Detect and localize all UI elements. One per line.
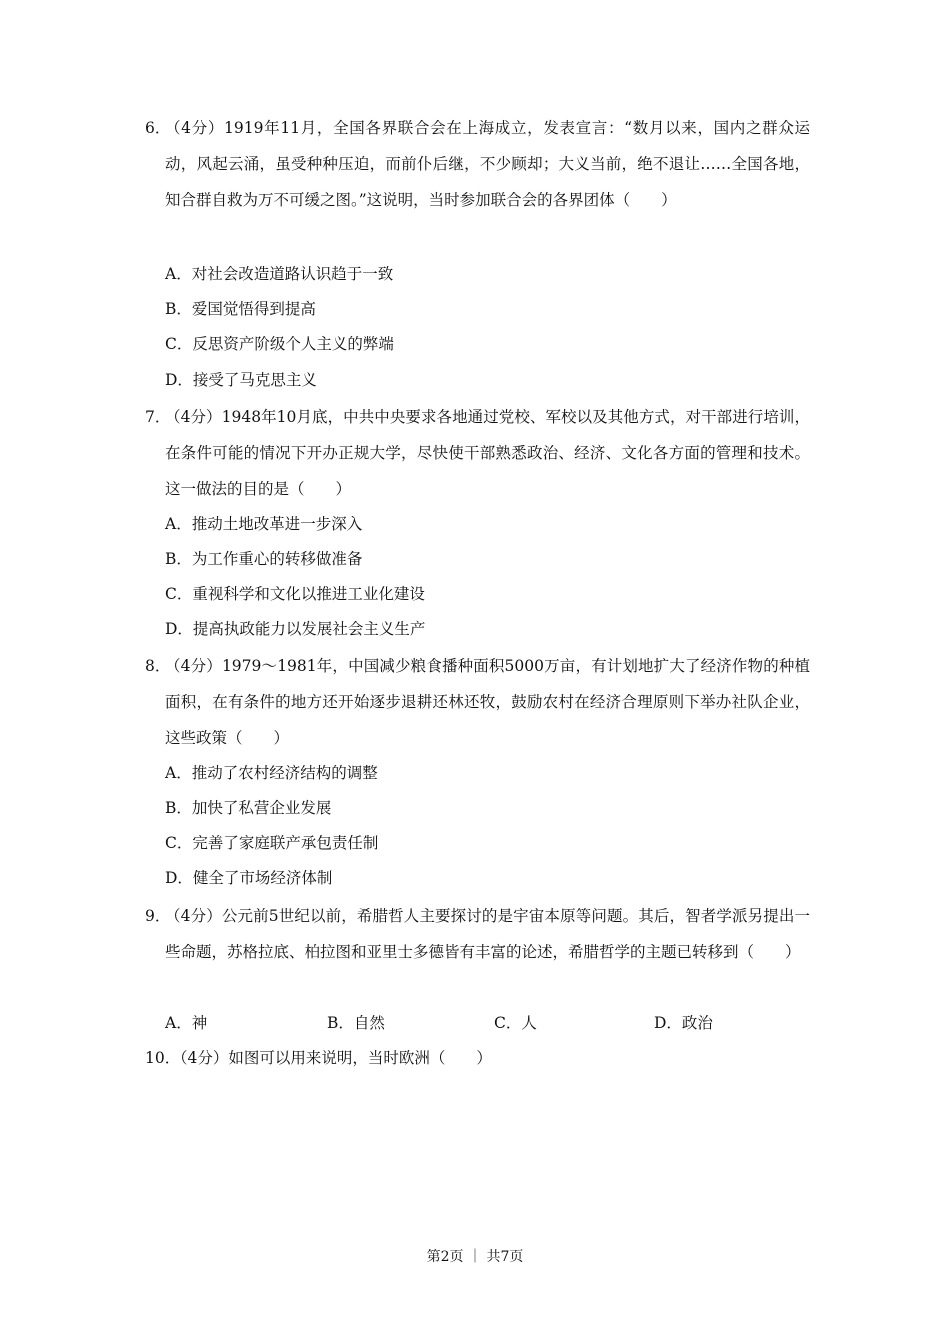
question-text: （4分）公元前5世纪以前，希腊哲人主要探讨的是宇宙本原等问题。其后，智者学派另提出一些命题，苏格拉底、柏拉图和亚里士多德皆有丰富的论述，希腊哲学的主题已转移到（ ） <box>165 907 810 961</box>
option-d: D．健全了市场经济体制 <box>165 869 333 887</box>
option-c: C．人 <box>494 1014 537 1032</box>
option-b: B．爱国觉悟得到提高 <box>165 300 316 318</box>
question-number: 9． <box>145 907 171 925</box>
option-c: C．反思资产阶级个人主义的弊端 <box>165 335 394 353</box>
question-text: （4分）1948年10月底，中共中央要求各地通过党校、军校以及其他方式，对干部进行培训，在条件可能的情况下开办正规大学，尽快使干部熟悉政治、经济、文化各方面的管理和技术。这一做法的目的是（ ） <box>165 408 810 498</box>
question-8-stem <box>145 648 810 756</box>
option-c: C．完善了家庭联产承包责任制 <box>165 834 379 852</box>
page-number: 第2页 <box>426 1249 464 1265</box>
option-a: A．对社会改造道路认识趋于一致 <box>165 265 394 283</box>
question-number: 7． <box>145 408 171 426</box>
option-a: A．神 <box>165 1014 208 1032</box>
total-pages: 共7页 <box>486 1249 524 1265</box>
question-7-stem <box>145 399 810 507</box>
option-b: B．自然 <box>327 1014 385 1032</box>
page-footer <box>0 1246 950 1266</box>
option-d: D．接受了马克思主义 <box>165 371 317 389</box>
footer-separator: ｜ <box>468 1249 482 1265</box>
question-10-stem <box>145 1040 810 1076</box>
option-b: B．加快了私营企业发展 <box>165 799 332 817</box>
question-9-stem <box>145 898 810 970</box>
question-number: 10． <box>145 1049 181 1067</box>
question-6-stem <box>145 110 810 218</box>
option-d: D．提高执政能力以发展社会主义生产 <box>165 620 426 638</box>
question-text: （4分）1979～1981年，中国减少粮食播种面积5000万亩，有计划地扩大了经济作物的种植面积，在有条件的地方还开始逐步退耕还林还牧，鼓励农村在经济合理原则下举办社队企业，这些政策（ ） <box>165 657 810 747</box>
question-number: 6． <box>145 119 171 137</box>
option-d: D．政治 <box>654 1014 713 1032</box>
question-number: 8． <box>145 657 171 675</box>
option-c: C．重视科学和文化以推进工业化建设 <box>165 585 425 603</box>
option-a: A．推动土地改革进一步深入 <box>165 515 363 533</box>
question-text: （4分）1919年11月，全国各界联合会在上海成立，发表宣言：“数月以来，国内之群众运动，风起云涌，虽受种种压迫，而前仆后继，不少顾却；大义当前，绝不退让……全国各地，知合群自救为万不可缓之图。”这说明，当时参加联合会的各界团体（ ） <box>165 119 810 209</box>
option-b: B．为工作重心的转移做准备 <box>165 550 363 568</box>
question-text: （4分）如图可以用来说明，当时欧洲（ ） <box>172 1049 492 1067</box>
option-a: A．推动了农村经济结构的调整 <box>165 764 378 782</box>
